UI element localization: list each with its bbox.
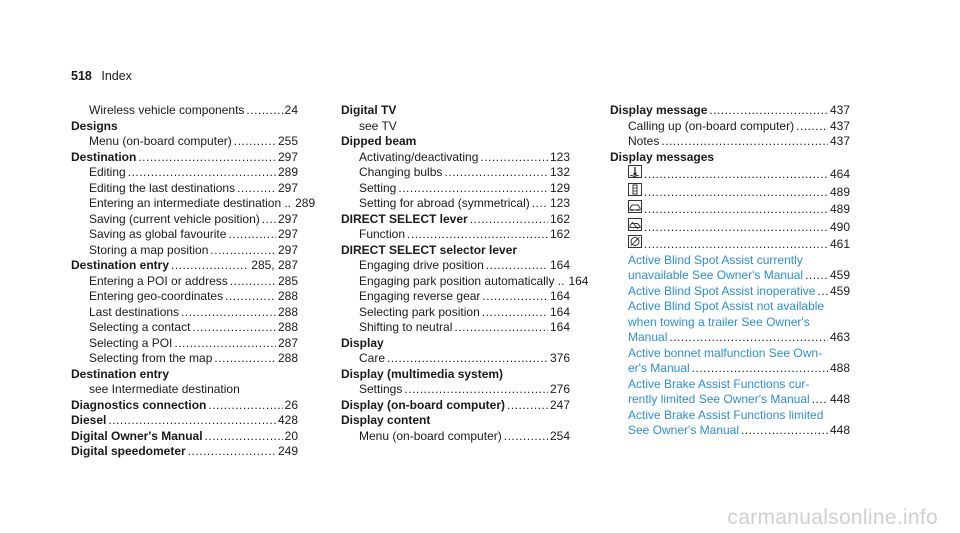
index-term: Digital speedometer (71, 444, 186, 458)
page-number: 518 (71, 69, 92, 83)
section-title: Index (101, 69, 132, 83)
index-term: Display message (610, 103, 708, 117)
index-subentry (341, 258, 570, 274)
index-term: Editing the last destinations (89, 180, 236, 195)
index-subentry (71, 227, 298, 243)
index-page-ref: 132 (549, 165, 570, 179)
index-heading (71, 398, 298, 414)
link-last-line[interactable] (628, 268, 850, 284)
link-text-line[interactable]: when towing a trailer See Owner's (628, 314, 810, 329)
dot-leader (504, 429, 548, 445)
index-term: Shifting to neutral (359, 320, 453, 334)
index-heading: Display (multimedia system) (341, 366, 504, 381)
index-subentry (71, 336, 298, 352)
dot-leader (480, 150, 548, 166)
index-subentry: see Intermediate destination (89, 382, 240, 396)
dot-leader (128, 165, 276, 181)
dot-leader (225, 289, 276, 305)
index-page-ref: 461 (829, 237, 850, 251)
dot-leader (188, 444, 276, 460)
page-header (71, 69, 132, 83)
index-page-ref: 459 (829, 283, 850, 298)
index-subentry (71, 134, 298, 150)
index-page-ref: 249 (277, 444, 298, 458)
dot-leader (644, 237, 828, 253)
index-subentry (341, 273, 589, 290)
index-term: Digital Owner's Manual (71, 428, 203, 443)
link-text-line[interactable]: rently limited See Owner's Manual (628, 392, 810, 406)
index-page-ref: 297 (277, 211, 298, 226)
link-text-line[interactable]: er's Manual (628, 361, 690, 375)
index-page-ref: 437 (829, 134, 850, 148)
index-subentry (71, 351, 298, 367)
dot-leader (817, 284, 828, 300)
index-heading: DIRECT SELECT selector lever (341, 242, 518, 257)
link-text-line[interactable]: Active bonnet malfunction See Own- (628, 345, 823, 360)
index-page-ref: 123 (549, 149, 570, 164)
index-heading (341, 398, 570, 414)
index-heading: Destination entry (71, 366, 170, 381)
dot-leader (482, 289, 548, 305)
index-heading: Display content (341, 413, 431, 427)
index-term: Entering a POI or address (89, 273, 228, 288)
index-page-ref: 448 (829, 423, 850, 437)
dot-leader (398, 181, 548, 197)
index-page-ref: 288 (277, 351, 298, 365)
index-page-ref: 489 (829, 184, 850, 199)
index-heading (341, 212, 570, 228)
index-term: Selecting from the map (89, 351, 213, 365)
index-subentry (341, 320, 570, 336)
dot-leader (644, 185, 828, 201)
index-subentry (71, 320, 298, 336)
dot-leader (205, 429, 283, 445)
speedometer-limit-icon (628, 235, 642, 248)
fuel-filter-icon (628, 183, 642, 196)
index-page-ref: 287 (277, 335, 298, 350)
index-subentry (71, 243, 298, 259)
dot-leader (210, 243, 276, 259)
index-page-ref: 288 (277, 289, 298, 303)
index-subentry (341, 382, 570, 398)
index-page-ref: 297 (277, 149, 298, 164)
index-page-ref: 297 (277, 227, 298, 241)
index-term: Destination (71, 149, 137, 164)
dot-leader (138, 150, 276, 166)
index-term: Display (on-board computer) (341, 397, 506, 412)
link-text-line[interactable]: Active Brake Assist Functions cur- (628, 376, 810, 391)
dot-leader (237, 181, 276, 197)
index-page-ref: 488 (829, 361, 850, 375)
index-term: Storing a map position (89, 242, 209, 257)
index-entry-link[interactable] (610, 299, 850, 346)
index-heading (71, 258, 298, 274)
dot-leader (644, 167, 828, 183)
index-entry-icon-row (610, 183, 850, 201)
index-term: Engaging drive position (359, 258, 484, 272)
index-term: Engaging reverse gear (359, 289, 481, 303)
dot-leader (234, 134, 276, 150)
index-subentry: see TV (359, 118, 397, 133)
dot-leader (230, 274, 276, 290)
index-page-ref: 164 (549, 258, 570, 272)
index-subentry (71, 165, 298, 181)
index-page-ref: 463 (829, 330, 850, 344)
index-term: DIRECT SELECT lever (341, 211, 468, 226)
watermark: carmanualsonline.info (727, 506, 938, 529)
index-term: Engaging park position automatically .. (359, 273, 565, 288)
index-subentry (341, 196, 570, 212)
index-column-3 (610, 103, 850, 439)
index-term: Selecting a contact (89, 320, 191, 334)
dot-leader (171, 258, 249, 274)
dot-leader (454, 320, 548, 336)
index-subentry (610, 119, 850, 135)
dot-leader (532, 196, 548, 212)
index-subentry (341, 429, 570, 445)
index-subentry (71, 305, 298, 321)
index-term: Saving (current vehicle position) (89, 211, 260, 226)
index-page-ref: 489 (829, 202, 850, 216)
index-entry-icon-row (610, 235, 850, 253)
link-text-line[interactable]: Active Brake Assist Functions limited (628, 407, 824, 422)
dot-leader (470, 212, 548, 228)
index-term: Notes (628, 134, 660, 148)
index-page-ref: 247 (549, 397, 570, 412)
index-page-ref: 490 (829, 219, 850, 234)
index-term: Function (359, 227, 406, 241)
index-heading (71, 150, 298, 166)
dot-leader (192, 320, 276, 336)
index-heading: Dipped beam (341, 134, 417, 148)
index-entry-icon-row (610, 165, 850, 183)
index-term: Entering geo-coordinates (89, 289, 224, 303)
index-term: Last destinations (89, 304, 180, 319)
index-page-ref: 285, 287 (251, 258, 298, 272)
index-entry-link[interactable] (610, 346, 850, 377)
dot-leader (246, 103, 282, 119)
index-column-1 (71, 103, 316, 460)
link-last-line[interactable] (628, 423, 850, 439)
dot-leader (805, 268, 828, 284)
index-term: Settings (359, 382, 403, 396)
index-entry-link[interactable] (610, 377, 850, 408)
index-page-ref: 448 (829, 392, 850, 406)
dot-leader (486, 258, 548, 274)
index-column-2 (341, 103, 589, 444)
index-subentry (341, 289, 570, 305)
index-subentry (71, 103, 298, 119)
index-page-ref: 289 (277, 165, 298, 179)
index-page-ref: 20 (284, 428, 298, 443)
link-last-line[interactable] (628, 330, 850, 346)
index-page-ref: 123 (549, 196, 570, 210)
index-page-ref: 164 (549, 289, 570, 303)
dot-leader (812, 392, 828, 408)
index-subentry (610, 134, 850, 150)
index-page-ref: 276 (549, 382, 570, 396)
index-term: Selecting a POI (89, 335, 173, 350)
link-text-line[interactable]: Manual (628, 330, 668, 344)
index-subentry (341, 165, 570, 181)
index-term: Entering an intermediate destination .. (89, 196, 292, 210)
index-page-ref: 297 (277, 242, 298, 257)
dot-leader (709, 103, 828, 119)
link-last-line[interactable] (628, 284, 850, 300)
index-page-ref: 297 (277, 180, 298, 195)
vehicle-side-warning-icon (628, 218, 642, 231)
index-entry-link[interactable] (610, 408, 850, 439)
dot-leader (108, 413, 276, 429)
index-page-ref: 437 (829, 103, 850, 117)
index-heading: Digital TV (341, 103, 397, 117)
index-subentry (71, 212, 298, 228)
index-term: Destination entry (71, 258, 170, 272)
index-entry-link[interactable] (610, 253, 850, 284)
index-page-ref: 164 (549, 320, 570, 334)
index-term: Setting (359, 180, 397, 195)
dot-leader (741, 423, 828, 439)
index-term: Menu (on-board computer) (89, 134, 232, 148)
index-term: Menu (on-board computer) (359, 428, 502, 443)
dot-leader (507, 398, 548, 414)
index-page-ref: 162 (549, 227, 570, 241)
index-page-ref: 24 (284, 103, 298, 117)
index-page-ref: 164 (549, 304, 570, 319)
index-subentry (71, 274, 298, 290)
index-term: Diesel (71, 413, 107, 427)
link-last-line[interactable] (628, 361, 850, 377)
dot-leader (181, 305, 276, 321)
index-heading: Display messages (610, 149, 715, 164)
link-text-line[interactable]: See Owner's Manual (628, 423, 740, 437)
dot-leader (228, 227, 276, 243)
index-term: Setting for abroad (symmetrical) (359, 196, 530, 210)
index-page-ref: 464 (829, 167, 850, 181)
link-text-line[interactable]: unavailable See Owner's Manual (628, 268, 804, 282)
index-entry-icon-row (610, 200, 850, 218)
index-term: Diagnostics connection (71, 397, 207, 412)
index-page-ref: 26 (284, 397, 298, 412)
index-subentry (341, 227, 570, 243)
index-term: Selecting park position (359, 304, 480, 319)
index-page-ref: 285 (277, 273, 298, 288)
coolant-temperature-icon (628, 165, 642, 178)
index-subentry (341, 351, 570, 367)
index-term: Calling up (on-board computer) (628, 118, 795, 133)
index-term: Care (359, 351, 386, 365)
index-subentry (71, 181, 298, 197)
index-subentry (341, 150, 570, 166)
link-text-line[interactable]: Active Blind Spot Assist currently (628, 252, 803, 267)
index-page-ref: 164 (568, 273, 589, 288)
index-term: Activating/deactivating (359, 149, 479, 164)
index-heading (71, 429, 298, 445)
link-last-line[interactable] (628, 392, 850, 408)
index-page-ref: 288 (277, 304, 298, 319)
index-term: Wireless vehicle components (89, 103, 245, 117)
index-page-ref: 459 (829, 268, 850, 282)
dot-leader (262, 212, 276, 228)
dot-leader (407, 227, 548, 243)
index-subentry (71, 196, 316, 212)
index-term: Changing bulbs (359, 165, 443, 179)
index-page-ref: 254 (549, 428, 570, 443)
link-text-line[interactable]: Active Blind Spot Assist not available (628, 299, 825, 313)
vehicle-front-warning-icon (628, 200, 642, 213)
index-heading: Designs (71, 118, 118, 133)
dot-leader (692, 361, 828, 377)
index-term: Saving as global favourite (89, 227, 227, 241)
dot-leader (444, 165, 548, 181)
dot-leader (387, 351, 548, 367)
index-page-ref: 129 (549, 180, 570, 195)
dot-leader (208, 398, 282, 414)
index-page-ref: 162 (549, 211, 570, 226)
index-term: Editing (89, 165, 126, 179)
index-page-ref: 288 (277, 320, 298, 334)
dot-leader (214, 351, 276, 367)
index-subentry (341, 305, 570, 321)
index-page-ref: 255 (277, 134, 298, 148)
dot-leader (661, 134, 828, 150)
index-page-ref: 437 (829, 118, 850, 133)
index-subentry (341, 181, 570, 197)
link-text-line[interactable]: Active Blind Spot Assist inoperative (628, 283, 816, 298)
index-heading (71, 413, 298, 429)
index-page-ref: 289 (295, 196, 316, 210)
dot-leader (174, 336, 276, 352)
dot-leader (482, 305, 548, 321)
index-page-ref: 376 (549, 351, 570, 365)
dot-leader (644, 220, 828, 236)
index-heading: Display (341, 335, 384, 350)
dot-leader (669, 330, 828, 346)
index-entry-icon-row (610, 218, 850, 236)
dot-leader (796, 119, 828, 135)
index-heading (71, 444, 298, 460)
index-subentry (71, 289, 298, 305)
index-page-ref: 428 (277, 413, 298, 427)
dot-leader (644, 202, 828, 218)
index-entry-link[interactable] (610, 284, 850, 300)
index-heading (610, 103, 850, 119)
dot-leader (404, 382, 548, 398)
